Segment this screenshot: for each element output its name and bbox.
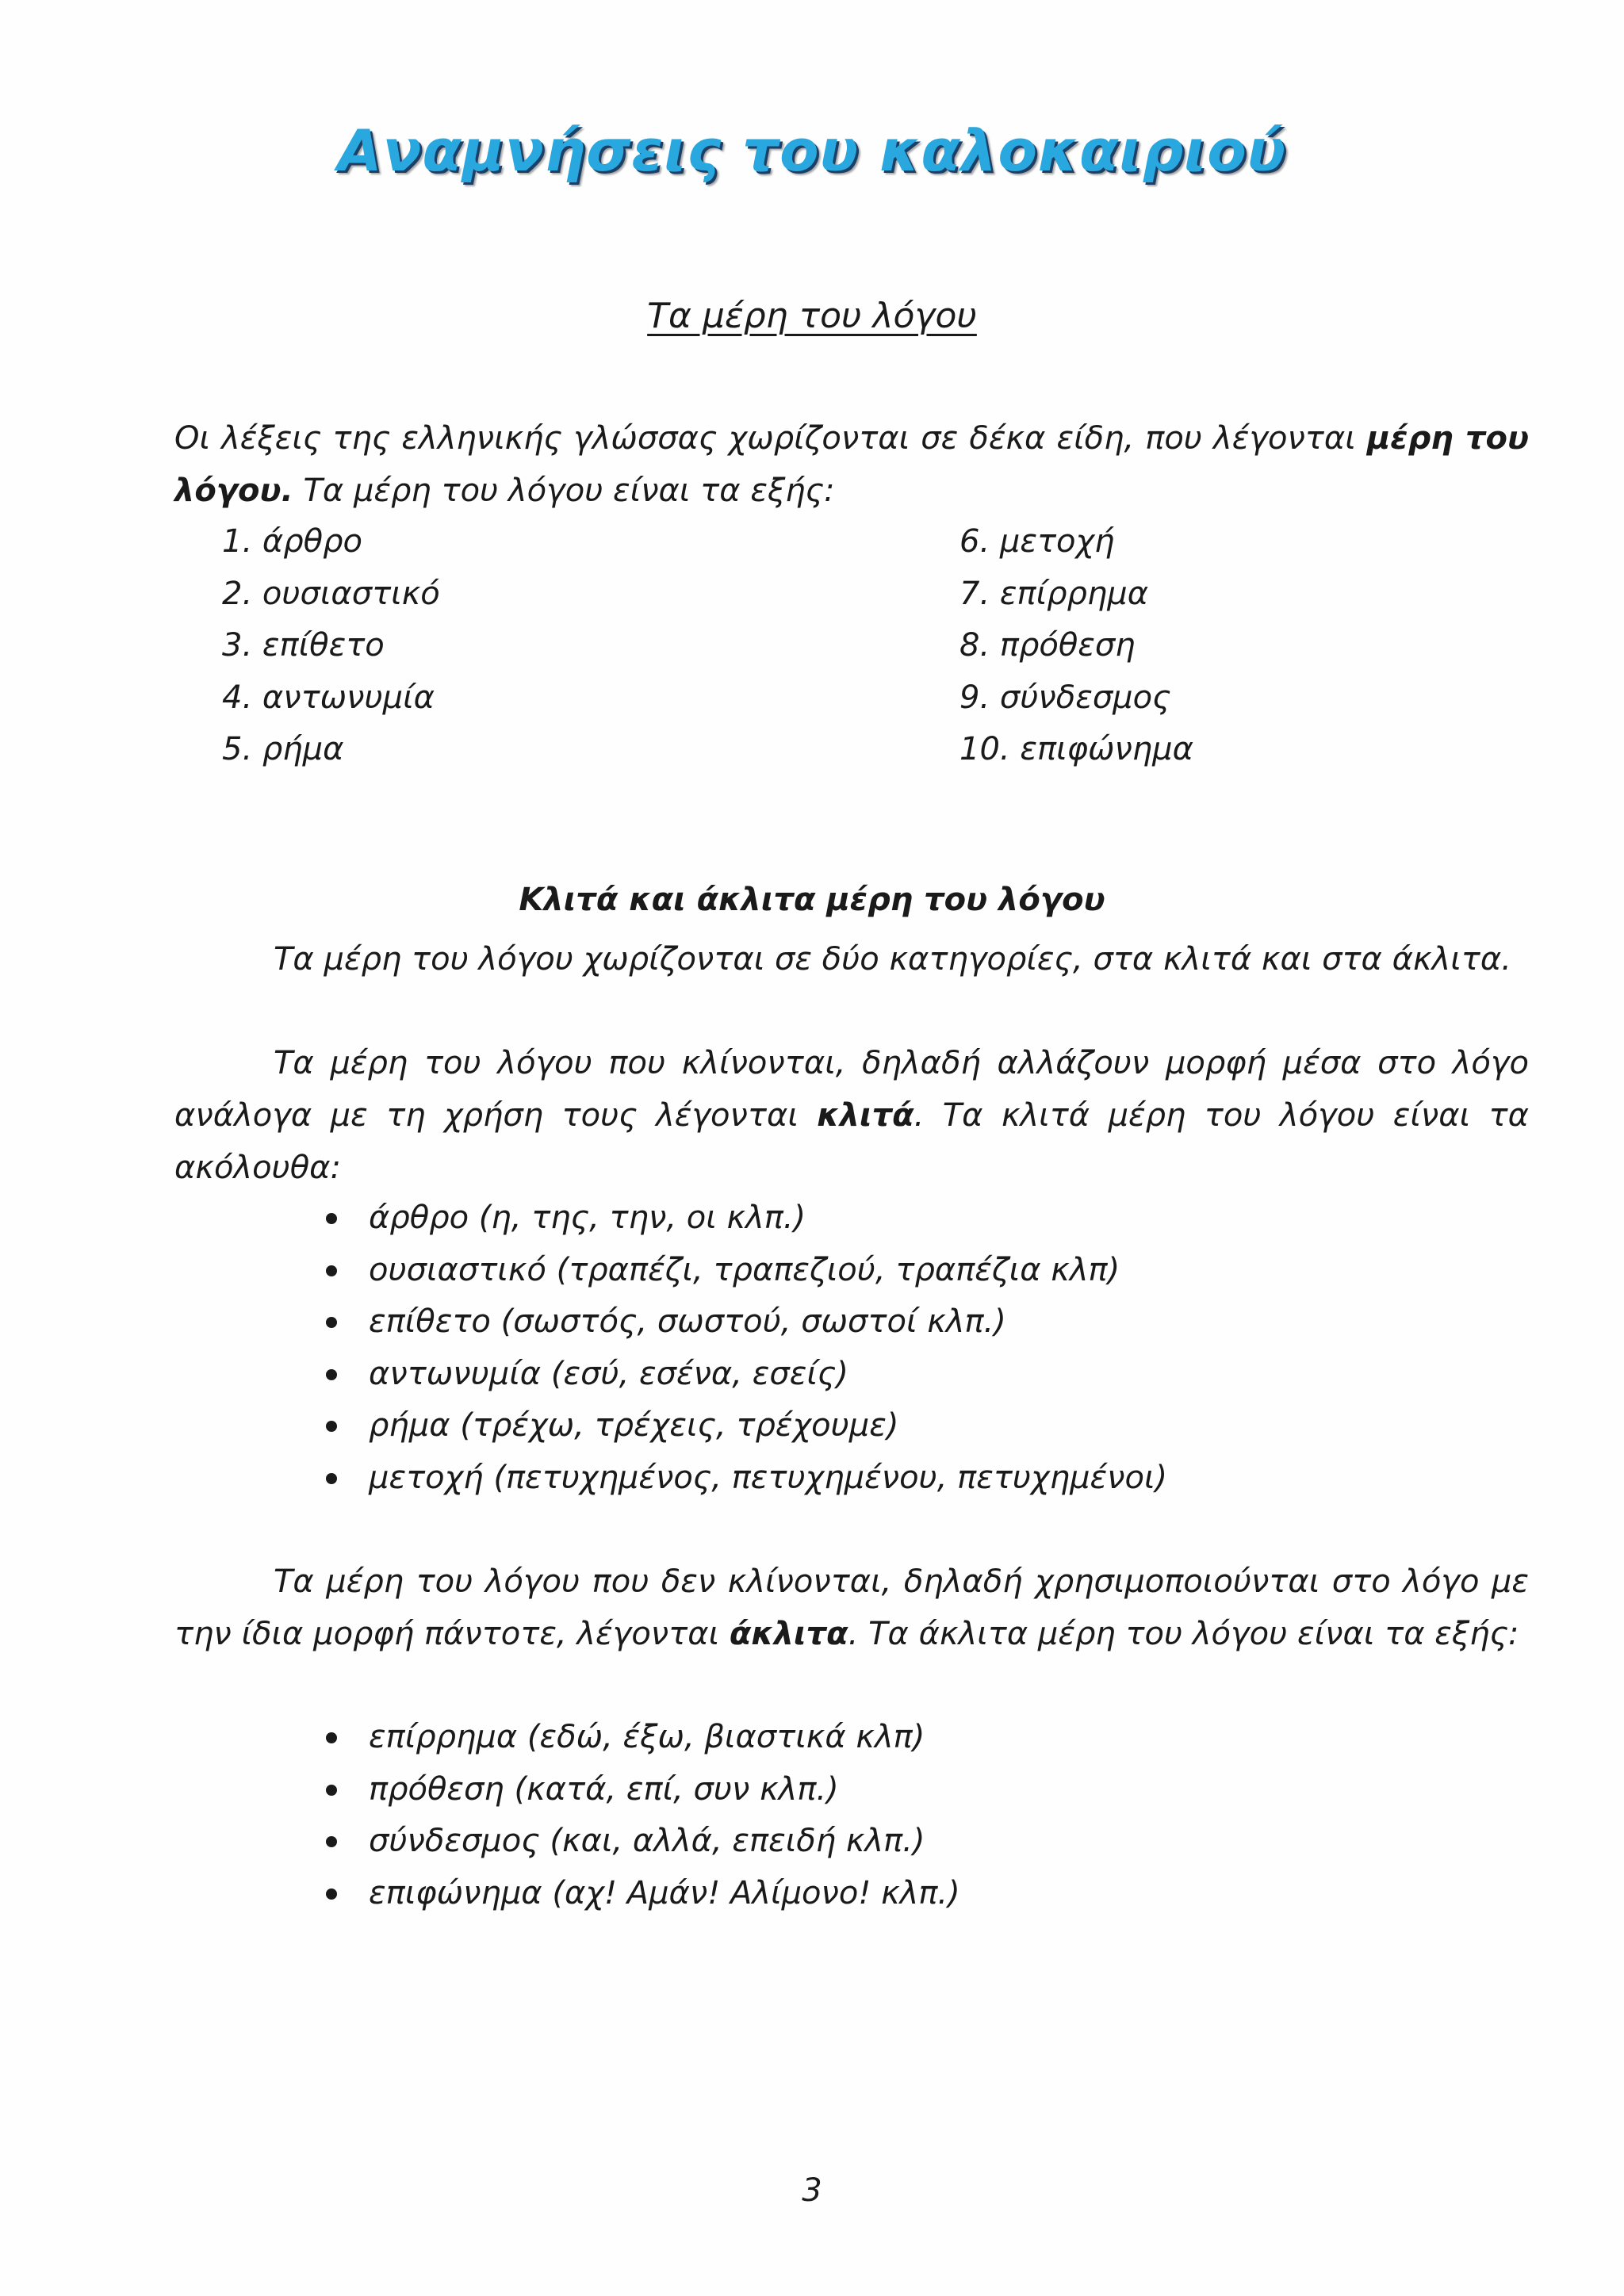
indeclinable-paragraph <box>174 1556 1529 1660</box>
numbered-item: 4. αντωνυμία <box>222 679 435 716</box>
declinable-text-before: Τα μέρη του λόγου που κλίνονται, δηλαδή αλλάζουν μορφή μέσα στο λόγο ανάλογα με τη χρήση τους λέγονται <box>174 1045 1529 1134</box>
bullet-icon <box>326 1888 337 1900</box>
list-item-text: μετοχή (πετυχημένος, πετυχημένου, πετυχημένοι) <box>369 1459 1168 1496</box>
list-item <box>321 1349 1167 1401</box>
numbered-item: 10. επιφώνημα <box>959 731 1193 767</box>
section-subtitle: Τα μέρη του λόγου <box>647 296 977 336</box>
bullet-icon <box>326 1213 337 1224</box>
section-heading: Κλιτά και άκλιτα μέρη του λόγου <box>519 882 1105 918</box>
list-item-text: πρόθεση (κατά, επί, συν κλπ.) <box>369 1770 839 1808</box>
bullet-icon <box>326 1317 337 1328</box>
declinable-list <box>321 1192 1167 1504</box>
list-item-text: αντωνυμία (εσύ, εσένα, εσείς) <box>369 1355 848 1392</box>
intro-text-after: Τα μέρη του λόγου είναι τα εξής: <box>293 473 835 509</box>
indeclinable-text-before: Τα μέρη του λόγου που δεν κλίνονται, δηλαδή χρησιμοποιούνται στο λόγο με την ίδια μορφή πάντοτε, λέγονται <box>174 1563 1529 1652</box>
numbered-item: 3. επίθετο <box>222 627 385 664</box>
list-item-text: επίθετο (σωστός, σωστού, σωστοί κλπ.) <box>369 1303 1006 1340</box>
declinable-paragraph <box>174 1037 1529 1194</box>
list-item <box>321 1400 1167 1452</box>
intro-text-before: Οι λέξεις της ελληνικής γλώσσας χωρίζονται σε δέκα είδη, που λέγονται <box>174 420 1367 457</box>
intro-bold-term: μέρη του λόγου. <box>174 420 1529 509</box>
bullet-icon <box>326 1785 337 1796</box>
list-item <box>321 1452 1167 1505</box>
list-item-text: ουσιαστικό (τραπέζι, τραπεζιού, τραπέζια κλπ) <box>369 1251 1120 1288</box>
list-item <box>321 1764 960 1816</box>
declinable-text-after: . Τα κλιτά μέρη του λόγου είναι τα ακόλουθα: <box>174 1097 1530 1186</box>
bullet-icon <box>326 1369 337 1380</box>
bullet-icon <box>326 1473 337 1484</box>
bullet-icon <box>326 1265 337 1276</box>
indeclinable-list <box>321 1712 960 1919</box>
indeclinable-bold-term: άκλιτα <box>729 1616 848 1652</box>
bullet-icon <box>326 1421 337 1432</box>
list-item <box>321 1296 1167 1349</box>
list-item <box>321 1712 960 1764</box>
list-item <box>321 1192 1167 1245</box>
list-item <box>321 1868 960 1920</box>
bullet-icon <box>326 1836 337 1847</box>
numbered-item: 7. επίρρημα <box>959 576 1149 612</box>
list-item-text: ρήμα (τρέχω, τρέχεις, τρέχουμε) <box>369 1407 899 1444</box>
indeclinable-text-after: . Τα άκλιτα μέρη του λόγου είναι τα εξής: <box>848 1616 1519 1652</box>
page-number: 3 <box>802 2172 822 2209</box>
list-item-text: άρθρο (η, της, την, οι κλπ.) <box>369 1200 806 1236</box>
list-item <box>321 1816 960 1868</box>
list-item-text: επιφώνημα (αχ! Αμάν! Αλίμονο! κλπ.) <box>369 1874 960 1911</box>
list-item-text: σύνδεσμος (και, αλλά, επειδή κλπ.) <box>369 1823 925 1859</box>
bullet-icon <box>326 1732 337 1743</box>
numbered-item: 2. ουσιαστικό <box>222 576 440 612</box>
numbered-item: 9. σύνδεσμος <box>959 679 1171 716</box>
list-item-text: επίρρημα (εδώ, έξω, βιαστικά κλπ) <box>369 1719 925 1755</box>
numbered-item: 5. ρήμα <box>222 731 344 767</box>
intro-paragraph <box>174 412 1529 517</box>
document-title: Αναμνήσεις του καλοκαιριού <box>337 117 1287 184</box>
numbered-item: 6. μετοχή <box>959 523 1115 560</box>
numbered-item: 8. πρόθεση <box>959 627 1136 664</box>
section-intro-paragraph: Τα μέρη του λόγου χωρίζονται σε δύο κατηγορίες, στα κλιτά και στα άκλιτα. <box>274 941 1511 978</box>
declinable-bold-term: κλιτά <box>817 1097 914 1134</box>
list-item <box>321 1245 1167 1297</box>
numbered-item: 1. άρθρο <box>222 523 362 560</box>
